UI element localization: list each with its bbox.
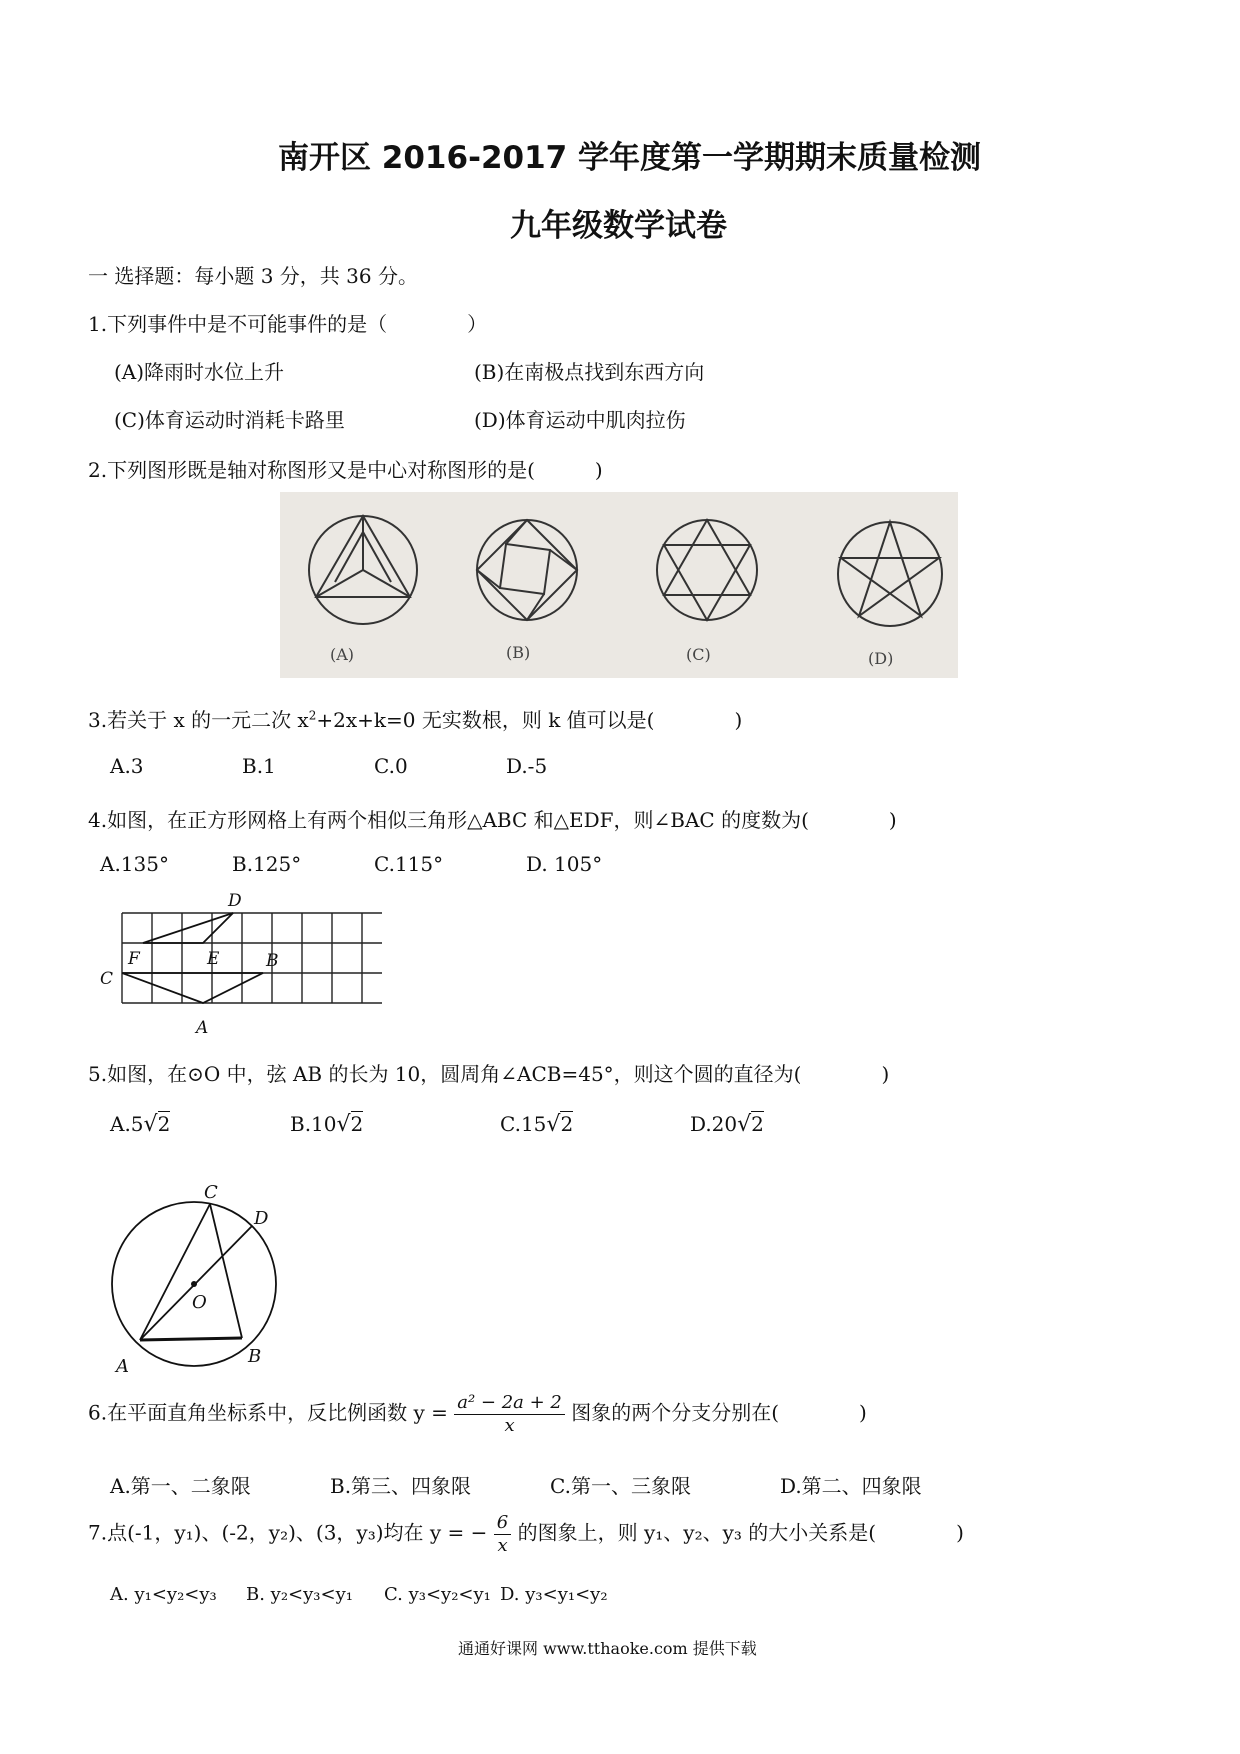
question-6-stem-pre: 6.在平面直角坐标系中，反比例函数 y = [88, 1400, 448, 1425]
question-1-option-d: (D)体育运动中肌肉拉伤 [474, 408, 686, 432]
question-4-option-d: D. 105° [526, 852, 603, 876]
sqrt-icon: √ [336, 1112, 351, 1137]
question-7-option-a: A. y₁<y₂<y₃ [110, 1584, 217, 1605]
question-7-stem [88, 1512, 964, 1556]
triangle-edf [143, 913, 233, 943]
section-heading: 一 选择题：每小题 3 分，共 36 分。 [88, 264, 418, 288]
question-3-option-c: C.0 [374, 754, 408, 778]
question-3-option-a: A.3 [110, 754, 144, 778]
figure-d-label: (D) [868, 649, 894, 668]
question-5-option-a [110, 1112, 170, 1137]
question-5-option-c [500, 1112, 573, 1137]
question-2-stem: 2.下列图形既是轴对称图形又是中心对称图形的是( ) [88, 458, 603, 482]
point-label-b: B [248, 1346, 262, 1367]
question-7-fraction-numerator: 6 [494, 1512, 511, 1535]
grid-lines [122, 913, 382, 1003]
question-5-option-b-coef: B.10 [290, 1112, 337, 1136]
point-label-a: A [116, 1356, 129, 1377]
sqrt-icon: √ [143, 1112, 158, 1137]
question-6-fraction-numerator: a² − 2a + 2 [454, 1392, 565, 1415]
figure-a-label: (A) [330, 645, 355, 664]
question-7-option-b: B. y₂<y₃<y₁ [246, 1584, 353, 1605]
question-5-option-a-coef: A.5 [110, 1112, 144, 1136]
question-5-stem: 5.如图，在⊙O 中，弦 AB 的长为 10，圆周角∠ACB=45°，则这个圆的直径为( ) [88, 1062, 890, 1086]
question-3-stem-pre: 3.若关于 x 的一元二次 x [88, 708, 309, 732]
figure-b-icon [477, 520, 577, 620]
question-7-fraction-denominator: x [497, 1534, 508, 1556]
question-6-fraction [454, 1392, 565, 1436]
question-6-stem [88, 1392, 867, 1436]
center-point [191, 1281, 197, 1287]
question-5-option-b-radicand: 2 [350, 1112, 364, 1136]
page-title: 南开区 2016-2017 学年度第一学期期末质量检测 [278, 140, 982, 176]
point-label-c: C [204, 1182, 218, 1203]
figure-c-label: (C) [686, 645, 711, 664]
point-label-d: D [228, 891, 242, 911]
figure-c-icon [657, 520, 757, 620]
question-5-option-a-radicand: 2 [157, 1112, 171, 1136]
grid-triangles-svg [92, 888, 382, 1040]
question-1-option-b: (B)在南极点找到东西方向 [474, 360, 705, 384]
sqrt-icon: √ [737, 1112, 752, 1137]
question-6-stem-post: 图象的两个分支分别在( ) [571, 1400, 867, 1425]
question-6-fraction-denominator: x [504, 1414, 515, 1436]
page-footer: 通通好课网 www.tthaoke.com 提供下载 [458, 1639, 757, 1658]
question-4-stem: 4.如图，在正方形网格上有两个相似三角形△ABC 和△EDF，则∠BAC 的度数为( ) [88, 808, 897, 832]
symmetry-figures-image [280, 492, 958, 678]
point-label-b: B [266, 951, 279, 971]
question-6-option-d: D.第二、四象限 [780, 1474, 922, 1498]
question-5-option-d-radicand: 2 [751, 1112, 764, 1136]
point-label-o: O [192, 1292, 207, 1313]
sqrt-icon: √ [546, 1112, 561, 1137]
question-1-stem: 1.下列事件中是不可能事件的是（ ） [88, 312, 488, 336]
grid-triangles-figure [92, 888, 382, 1040]
question-1-option-c: (C)体育运动时消耗卡路里 [114, 408, 345, 432]
question-7-fraction [494, 1512, 511, 1556]
page-subtitle: 九年级数学试卷 [510, 208, 727, 244]
question-7-stem-pre: 7.点(-1，y₁)、(-2，y₂)、(3，y₃)均在 y = − [88, 1520, 488, 1545]
question-5-option-d-coef: D.20 [690, 1112, 738, 1136]
question-4-option-b: B.125° [232, 852, 302, 876]
question-5-option-d [690, 1112, 764, 1137]
question-1-option-a: (A)降雨时水位上升 [114, 360, 285, 384]
figure-d-icon [838, 522, 942, 626]
question-3-stem [88, 704, 742, 733]
question-3-stem-post: +2x+k=0 无实数根，则 k 值可以是( ) [316, 708, 743, 732]
question-4-option-a: A.135° [100, 852, 169, 876]
circle-figure-svg [96, 1178, 296, 1378]
question-6-option-c: C.第一、三象限 [550, 1474, 691, 1498]
point-label-e: E [207, 949, 220, 969]
question-3-option-d: D.-5 [506, 754, 548, 778]
question-7-option-d: D. y₃<y₁<y₂ [500, 1584, 608, 1605]
circle-figure [96, 1178, 296, 1378]
question-4-option-c: C.115° [374, 852, 444, 876]
point-label-a: A [196, 1018, 209, 1038]
question-3-option-b: B.1 [242, 754, 276, 778]
question-7-option-c: C. y₃<y₂<y₁ [384, 1584, 491, 1605]
question-5-option-c-radicand: 2 [560, 1112, 574, 1136]
question-5-option-c-coef: C.15 [500, 1112, 547, 1136]
question-6-option-a: A.第一、二象限 [110, 1474, 251, 1498]
point-label-c: C [100, 969, 114, 989]
point-label-f: F [128, 949, 140, 969]
symmetry-figures-svg [280, 492, 958, 678]
question-5-option-b [290, 1112, 363, 1137]
point-label-d: D [254, 1208, 269, 1229]
figure-a-icon [309, 516, 417, 624]
question-3-exponent: 2 [308, 708, 317, 723]
question-6-option-b: B.第三、四象限 [330, 1474, 472, 1498]
question-7-stem-post: 的图象上，则 y₁、y₂、y₃ 的大小关系是( ) [517, 1520, 964, 1545]
figure-b-label: (B) [506, 643, 531, 662]
